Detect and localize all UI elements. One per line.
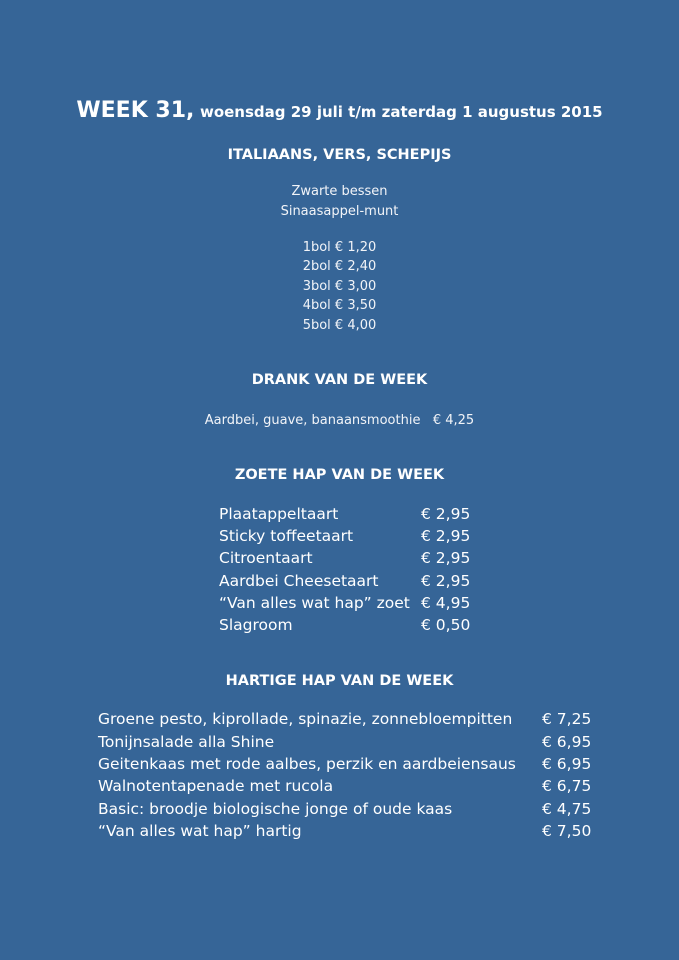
savory-item-name: Geitenkaas met rode aalbes, perzik en aardbeiensaus	[98, 755, 516, 773]
sweet-item-price: € 2,95	[421, 505, 471, 523]
savory-item-name: Groene pesto, kiprollade, spinazie, zonnebloempitten	[98, 710, 513, 728]
drink-price: € 4,25	[432, 413, 475, 428]
savory-item-price: € 6,95	[542, 733, 592, 751]
sweet-item-price: € 4,95	[421, 594, 471, 612]
section-heading-zoet: ZOETE HAP VAN DE WEEK	[234, 467, 445, 483]
sweet-item-name: Slagroom	[219, 616, 293, 634]
savory-item-price: € 6,95	[542, 755, 592, 773]
sweet-item-price: € 2,95	[421, 549, 471, 567]
savory-item-name: Basic: broodje biologische jonge of oude kaas	[98, 800, 453, 818]
savory-item-name: “Van alles wat hap” hartig	[98, 822, 302, 840]
savory-item-price: € 6,75	[542, 777, 592, 795]
drink-name: Aardbei, guave, banaansmoothie	[204, 413, 421, 428]
savory-item-name: Walnotentapenade met rucola	[98, 777, 334, 795]
flavor-item: Zwarte bessen	[291, 184, 388, 199]
sweet-item-name: Plaatappeltaart	[219, 505, 339, 523]
section-heading-hartig: HARTIGE HAP VAN DE WEEK	[225, 673, 454, 689]
savory-item-price: € 7,25	[542, 710, 592, 728]
savory-item-price: € 7,50	[542, 822, 592, 840]
sweet-item-name: Aardbei Cheesetaart	[219, 572, 379, 590]
week-label: WEEK 31,	[76, 98, 195, 123]
drink-row	[0, 413, 679, 428]
week-dates: woensdag 29 juli t/m zaterdag 1 augustus 2015	[199, 103, 603, 121]
flavor-item: Sinaasappel-munt	[280, 204, 399, 219]
scoop-price: 5bol € 4,00	[302, 318, 377, 333]
page-title	[0, 98, 679, 123]
savory-item-name: Tonijnsalade alla Shine	[98, 733, 275, 751]
sweet-item-name: “Van alles wat hap” zoet	[219, 594, 410, 612]
sweet-item-price: € 2,95	[421, 572, 471, 590]
section-heading-ijs: ITALIAANS, VERS, SCHEPIJS	[227, 147, 452, 163]
scoop-price: 1bol € 1,20	[302, 240, 377, 255]
section-heading-drank: DRANK VAN DE WEEK	[251, 372, 428, 388]
savory-item-price: € 4,75	[542, 800, 592, 818]
scoop-price: 2bol € 2,40	[302, 259, 377, 274]
sweet-item-price: € 2,95	[421, 527, 471, 545]
scoop-price: 4bol € 3,50	[302, 298, 377, 313]
sweet-item-price: € 0,50	[421, 616, 471, 634]
sweet-item-name: Sticky toffeetaart	[219, 527, 354, 545]
scoop-price: 3bol € 3,00	[302, 279, 377, 294]
sweet-item-name: Citroentaart	[219, 549, 313, 567]
